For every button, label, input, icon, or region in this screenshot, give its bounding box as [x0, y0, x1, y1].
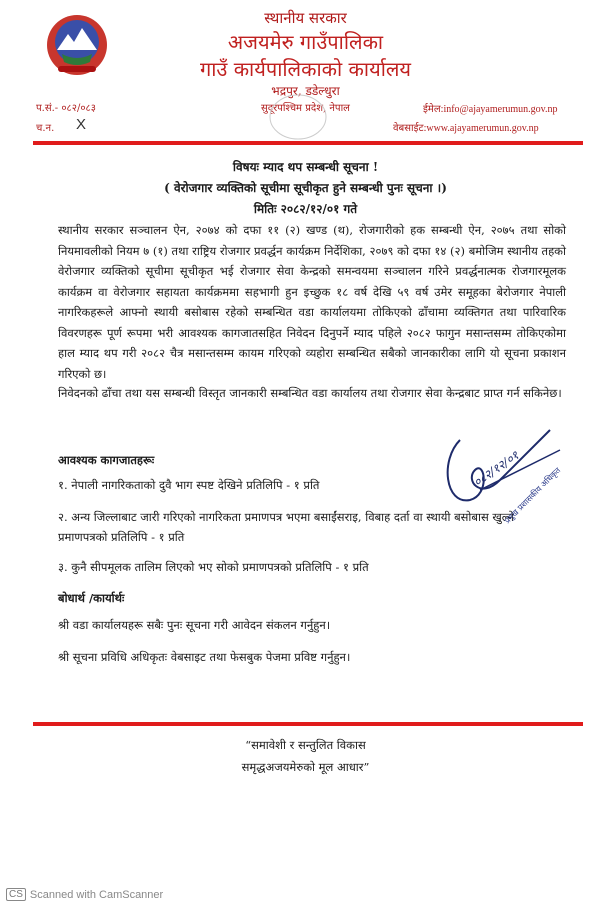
notice-paragraph-1: स्थानीय सरकार सञ्चालन ऐन, २०७४ को दफा ११ (२) खण्ड (थ), रोजगारीको हक सम्बन्धी ऐन, २०७५ तथा सोको नियमावलीको नियम ७ (१) तथा राष्ट्रिय रोजगार प्रवर्द्धन कार्यक्रम निर्देशिका, २०७९ को दफा १४ (२) बमोजिम स्थानीय तहको वेरोजगार व्यक्तिको सूचीमा सूचीकृत भई रोजगार सेवा केन्द्रको समन्वयमा सञ्चालन गरिने प्रवर्द्धनात्मक रोजगारमूलक कार्यक्रम वा वेरोजगार सहायता कार्यक्रममा सहभागी हुन इच्छुक १८ वर्ष देखि ५९ वर्ष उमेर समूहका बेरोजगार नेपाली नागरिकहरूले आफ्नो स्थायी बसोबास रहेको सम्बन्धित वडा कार्यालयमा तोकिएको ढाँचामा व्यक्तिगत तथा पारिवारिक विवरणहरू पूर्ण रूपमा भरी आवश्यक कागजातसहित निवेदन दिनुपर्ने म्याद पहिले २०८२ फागुन मसान्तसम्म तोकिएकोमा हाल म्याद थप गरी २०८२ चैत्र मसान्तसम्म कायम गरिएको व्यहोरा सम्बन्धित सबैको जानकारीका लागि यो सूचना प्रकाशन गरिएको छ। [58, 223, 566, 381]
office-address: भद्रपुर, डडेल्धुरा [271, 84, 340, 98]
website: वेबसाईट:www.ajayamerumun.gov.np [393, 123, 539, 134]
cc-item: श्री वडा कार्यालयहरू सबैः पुनः सूचना गरी आवेदन संकलन गर्नुहुन। [58, 618, 331, 632]
email: ईमेल:info@ajayamerumun.gov.np [423, 104, 558, 115]
signature-date: ०८२/१२/०१ [470, 448, 522, 490]
dispatch-number-label: च.न. [36, 123, 55, 134]
document-item: १. नेपाली नागरिकताको दुवै भाग स्पष्ट देखिने प्रतिलिपि - १ प्रति [58, 478, 320, 492]
motto-line-1: “समावेशी र सन्तुलित विकास [245, 738, 366, 752]
header-line-1: स्थानीय सरकार [264, 9, 347, 27]
office-name: गाउँ कार्यपालिकाको कार्यालय [199, 57, 412, 81]
camscanner-watermark [6, 888, 163, 901]
motto-line-2: समृद्धअजयमेरुको मूल आधार” [241, 760, 370, 774]
cc-heading: बोधार्थ /कार्यार्थः [58, 591, 125, 605]
watermark-text: Scanned with CamScanner [29, 888, 164, 901]
office-seal-stamp [268, 92, 328, 142]
municipality-name: अजयमेरु गाउँपालिका [227, 30, 384, 54]
notice-subject: विषयः म्याद थप सम्बन्धी सूचना ! [232, 160, 379, 174]
cc-item: श्री सूचना प्रविधि अधिकृतः वेबसाइट तथा फेसबुक पेजमा प्रविष्ट गर्नुहुन। [58, 650, 351, 664]
header-divider [33, 141, 583, 145]
dispatch-number-value: X [76, 116, 87, 133]
notice-subtitle: ( वेरोजगार व्यक्तिको सूचीमा सूचीकृत हुने सम्बन्धी पुनः सूचना ।) [164, 181, 447, 195]
notice-paragraph-2: निवेदनको ढाँचा तथा यस सम्बन्धी विस्तृत जानकारी सम्बन्धित वडा कार्यालय तथा रोजगार सेवा केन्द्रबाट प्राप्त गर्न सकिनेछ। [58, 386, 562, 400]
notice-date: मितिः २०८२/१२/०१ गते [253, 202, 358, 216]
province: सुदूरपश्चिम प्रदेश, नेपाल [261, 103, 350, 114]
signature-stamp: प्रमुख प्रशासकीय अधिकृत [502, 465, 563, 526]
camscanner-logo-icon: CS [6, 888, 26, 901]
document-item: ३. कुनै सीपमूलक तालिम लिएको भए सोको प्रमाणपत्रको प्रतिलिपि - १ प्रति [58, 560, 369, 574]
documents-heading: आवश्यक कागजातहरूः [58, 453, 155, 467]
document-item: २. अन्य जिल्लाबाट जारी गरिएको नागरिकता प्रमाणपत्र भएमा बसाईंसराइ, विबाह दर्ता वा स्थायी बसोबास खुल्ने प्रमाणपत्रको प्रतिलिपि - १ प्रति [58, 510, 514, 544]
reference-number: प.सं.- ०८२/०८३ [36, 103, 96, 114]
footer-divider [33, 722, 583, 726]
